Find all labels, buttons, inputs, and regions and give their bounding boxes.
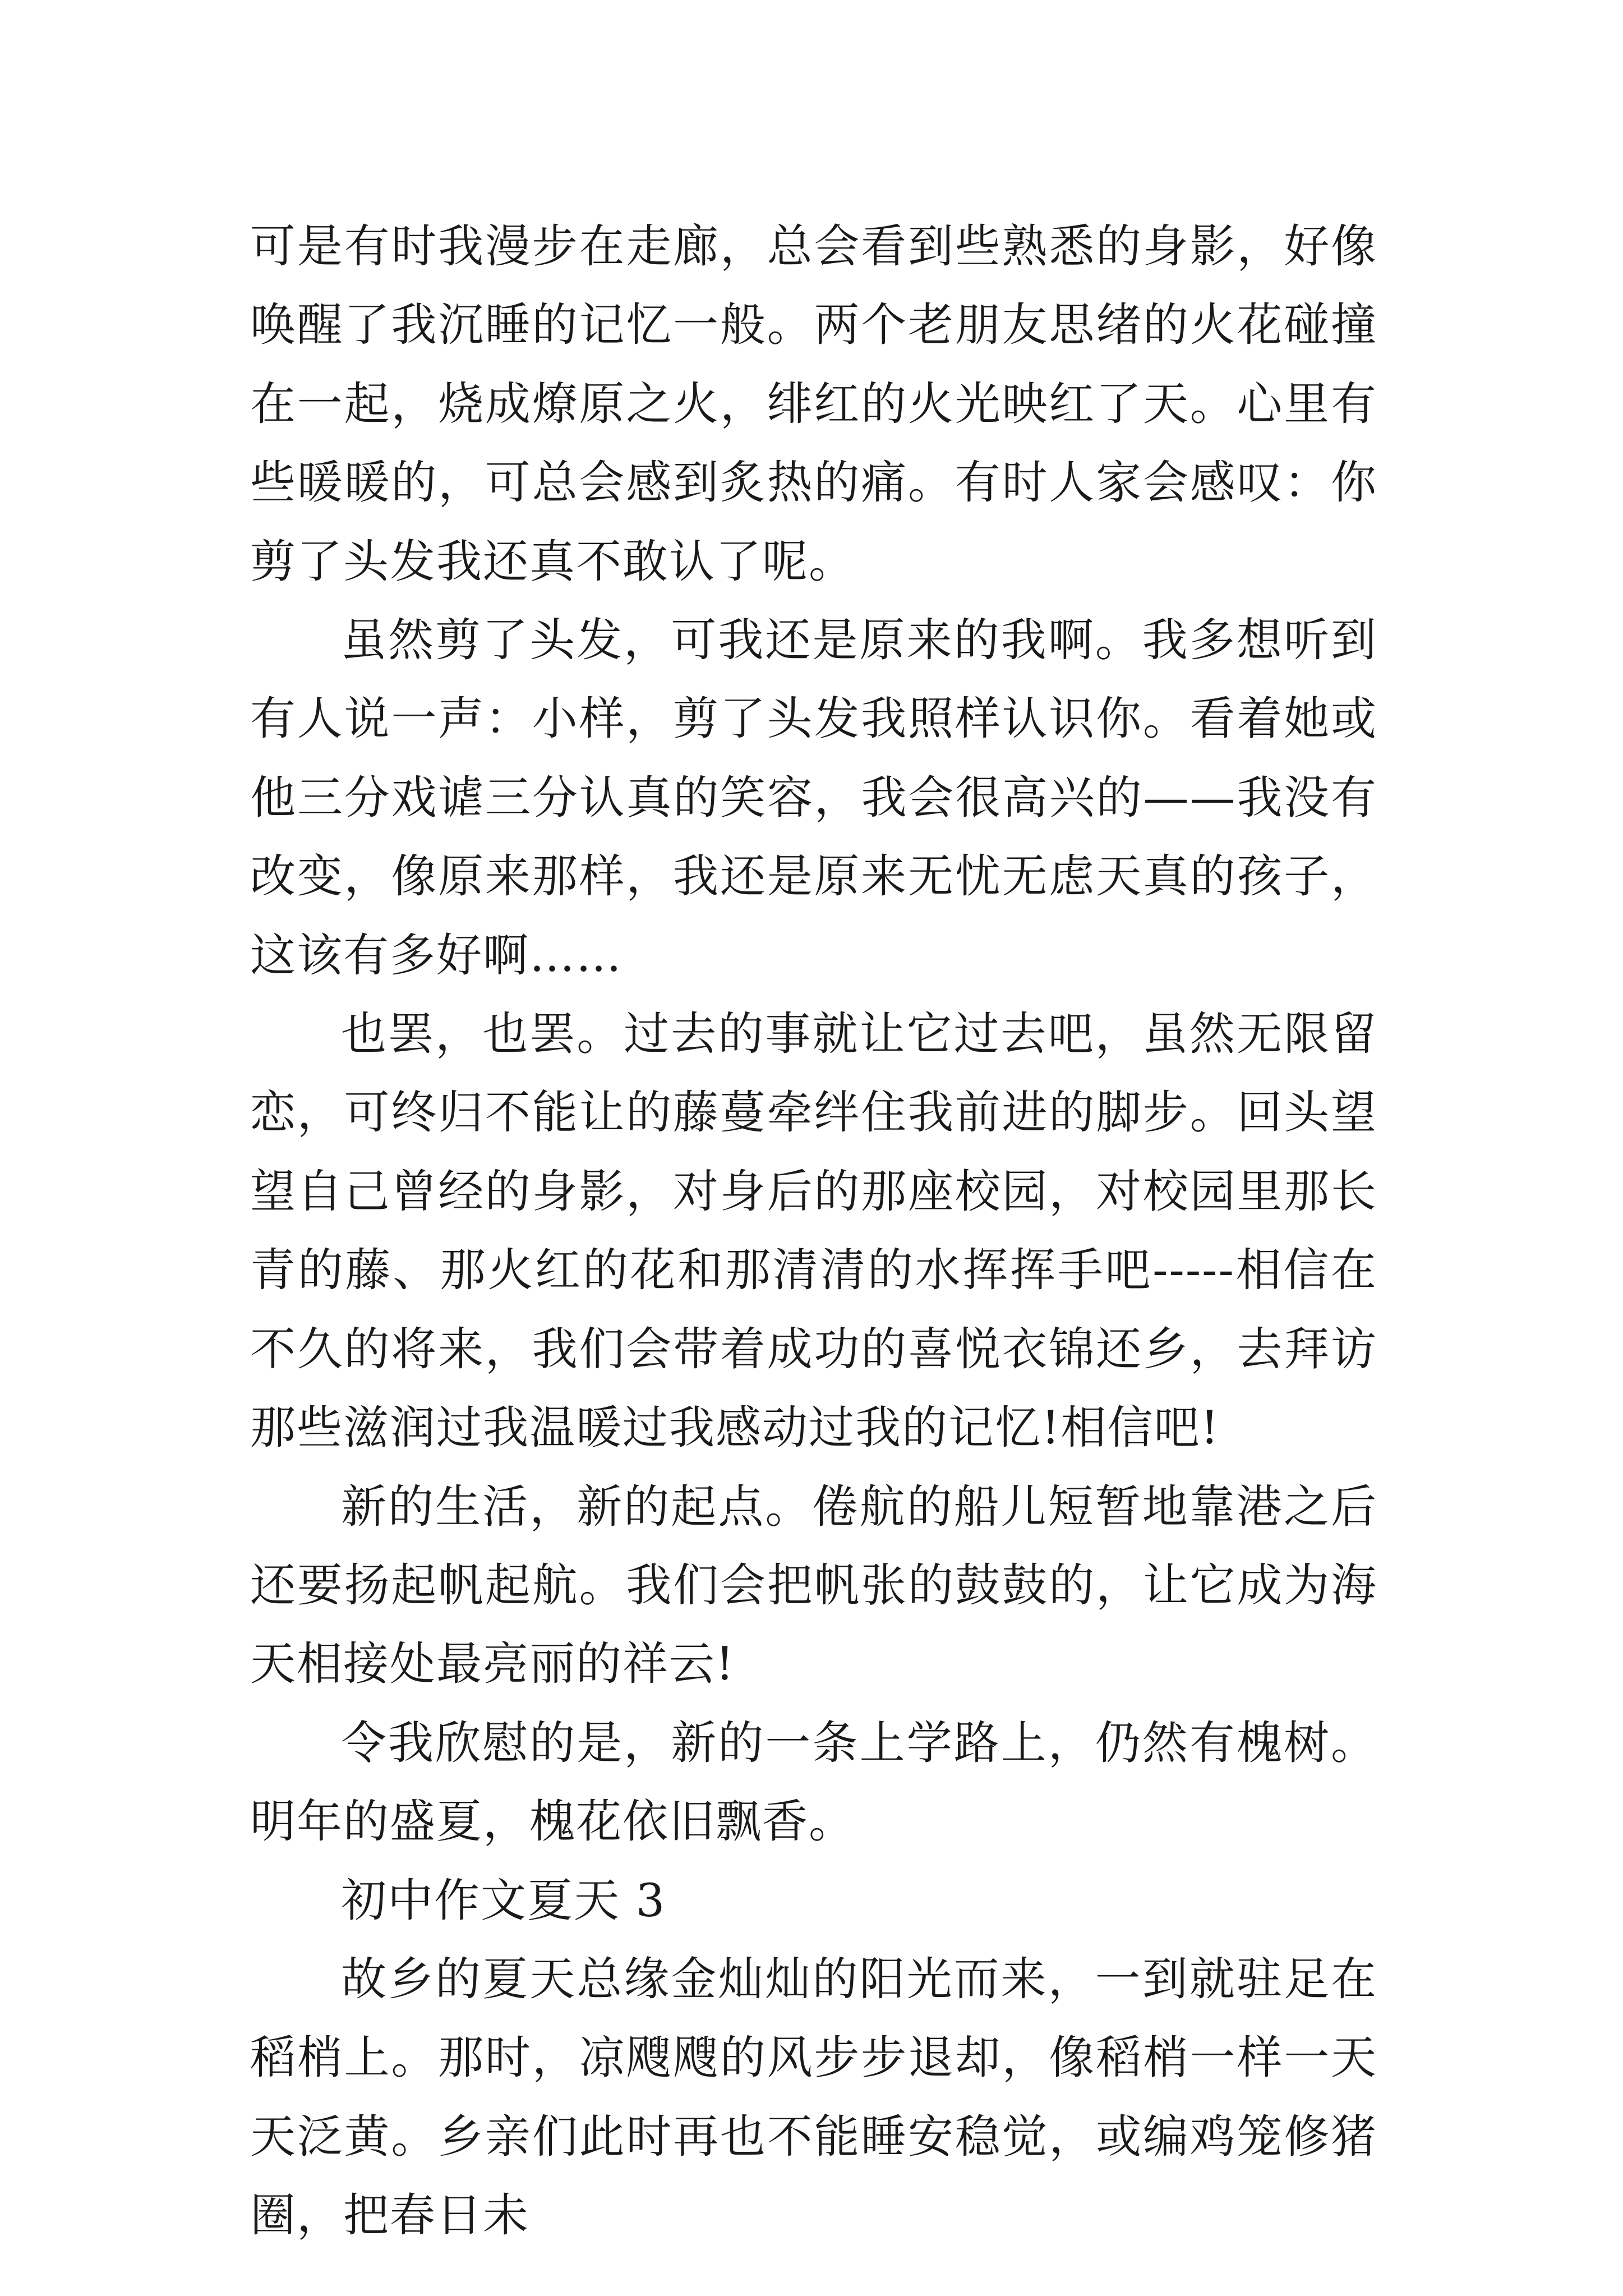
paragraph-4: 新的生活，新的起点。倦航的船儿短暂地靠港之后还要扬起帆起航。我们会把帆张的鼓鼓的，让它成为海天相接处最亮丽的祥云! — [250, 1480, 1377, 1691]
essay-body — [250, 208, 1377, 2256]
section-heading: 初中作文夏天 3 — [341, 1874, 666, 1927]
paragraph-1: 可是有时我漫步在走廊，总会看到些熟悉的身影，好像唤醒了我沉睡的记忆一般。两个老朋友思绪的火花碰撞在一起，烧成燎原之火，绯红的火光映红了天。心里有些暖暖的，可总会感到炙热的痛。有时人家会感叹：你剪了头发我还真不敢认了呢。 — [250, 220, 1377, 588]
paragraph-2: 虽然剪了头发，可我还是原来的我啊。我多想听到有人说一声：小样，剪了头发我照样认识你。看着她或他三分戏谑三分认真的笑容，我会很高兴的——我没有改变，像原来那样，我还是原来无忧无虑天真的孩子，这该有多好啊…… — [250, 614, 1377, 982]
paragraph-6: 故乡的夏天总缘金灿灿的阳光而来，一到就驻足在稻梢上。那时，凉飕飕的风步步退却，像稻梢一样一天天泛黄。乡亲们此时再也不能睡安稳觉，或编鸡笼修猪圈，把春日未 — [250, 1953, 1377, 2243]
paragraph-3: 也罢，也罢。过去的事就让它过去吧，虽然无限留恋，可终归不能让的藤蔓牵绊住我前进的脚步。回头望望自己曾经的身影，对身后的那座校园，对校园里那长青的藤、那火红的花和那清清的水挥挥手吧-----相信在不久的将来，我们会带着成功的喜悦衣锦还乡，去拜访那些滋润过我温暖过我感动过我的记忆!相信吧! — [250, 1008, 1377, 1455]
paragraph-5: 令我欣慰的是，新的一条上学路上，仍然有槐树。明年的盛夏，槐花依旧飘香。 — [250, 1717, 1377, 1849]
